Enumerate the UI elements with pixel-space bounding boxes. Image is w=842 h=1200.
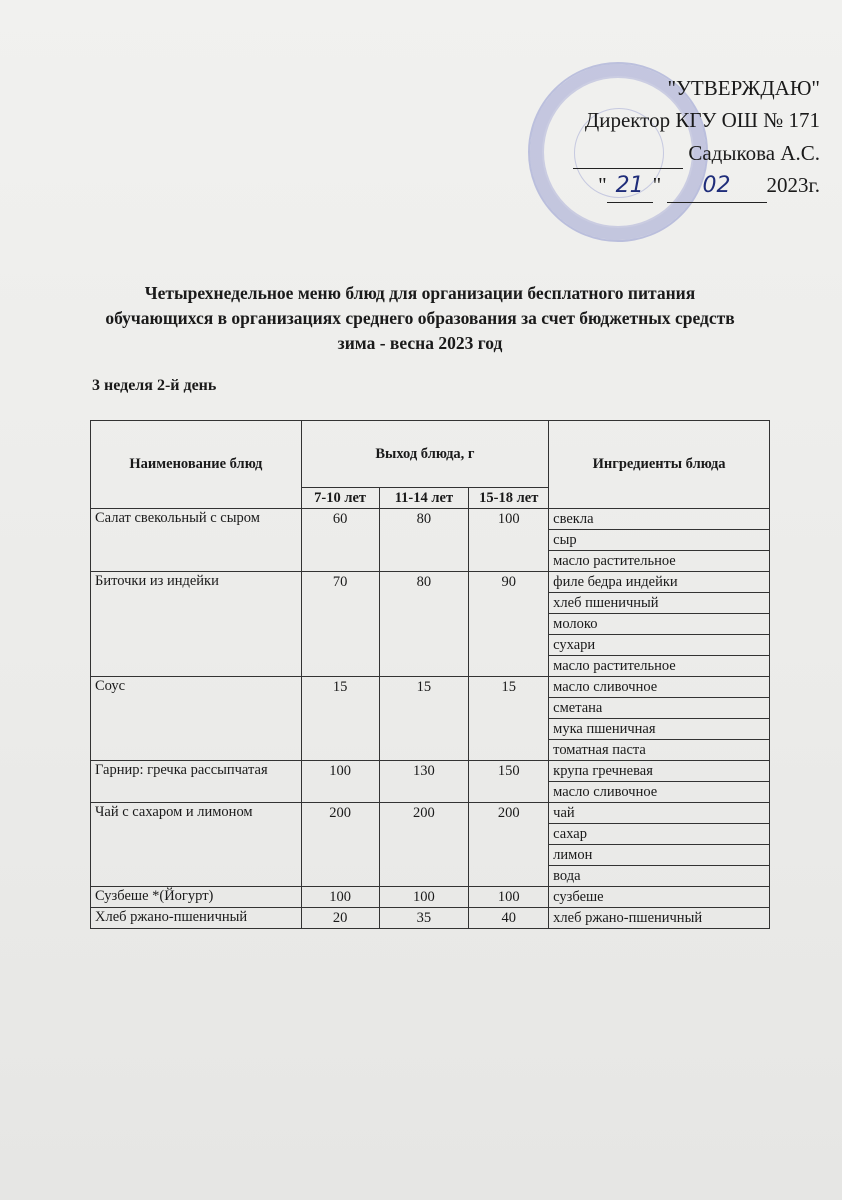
- approval-year: 2023г.: [766, 173, 820, 197]
- ingredient: лимон: [549, 845, 770, 866]
- ingredient: вода: [549, 866, 770, 887]
- yield-15-18: 200: [469, 803, 549, 887]
- yield-11-14: 200: [379, 803, 469, 887]
- ingredient: сухари: [549, 635, 770, 656]
- ingredient: свекла: [549, 509, 770, 530]
- yield-7-10: 100: [301, 887, 379, 908]
- yield-7-10: 100: [301, 761, 379, 803]
- yield-7-10: 20: [301, 908, 379, 929]
- header-age-11-14: 11-14 лет: [379, 488, 469, 509]
- approval-date: " 21 " 02 2023г.: [520, 169, 820, 203]
- ingredient: масло сливочное: [549, 677, 770, 698]
- ingredient: чай: [549, 803, 770, 824]
- yield-11-14: 100: [379, 887, 469, 908]
- ingredient: крупа гречневая: [549, 761, 770, 782]
- ingredient: масло растительное: [549, 551, 770, 572]
- ingredient: масло растительное: [549, 656, 770, 677]
- ingredient: сыр: [549, 530, 770, 551]
- yield-11-14: 35: [379, 908, 469, 929]
- table-row: [91, 908, 770, 929]
- yield-11-14: 80: [379, 509, 469, 572]
- yield-15-18: 100: [469, 887, 549, 908]
- ingredient: молоко: [549, 614, 770, 635]
- yield-7-10: 70: [301, 572, 379, 677]
- dish-name: Чай с сахаром и лимоном: [91, 803, 302, 887]
- yield-11-14: 130: [379, 761, 469, 803]
- yield-7-10: 200: [301, 803, 379, 887]
- yield-15-18: 150: [469, 761, 549, 803]
- menu-table: [90, 420, 770, 929]
- ingredient: сметана: [549, 698, 770, 719]
- title-line-2: обучающихся в организациях среднего образования за счет бюджетных средств: [105, 308, 735, 328]
- header-age-15-18: 15-18 лет: [469, 488, 549, 509]
- ingredient: сузбеше: [549, 887, 770, 908]
- yield-15-18: 40: [469, 908, 549, 929]
- ingredient: филе бедра индейки: [549, 572, 770, 593]
- ingredient: масло сливочное: [549, 782, 770, 803]
- approval-day: 21: [607, 170, 653, 203]
- title-line-1: Четырехнедельное меню блюд для организации бесплатного питания: [144, 283, 696, 303]
- dish-name: Соус: [91, 677, 302, 761]
- approval-position: Директор КГУ ОШ № 171: [584, 108, 820, 132]
- yield-7-10: 60: [301, 509, 379, 572]
- approval-signature-line: [520, 136, 820, 169]
- ingredient: томатная паста: [549, 740, 770, 761]
- approval-name: Садыкова А.С.: [688, 141, 820, 165]
- table-row: [91, 761, 770, 782]
- day-label: 3 неделя 2-й день: [92, 377, 217, 394]
- page-title: [60, 281, 780, 356]
- title-line-3: зима - весна 2023 год: [337, 333, 503, 353]
- ingredient: мука пшеничная: [549, 719, 770, 740]
- header-dish: Наименование блюд: [91, 421, 302, 509]
- approval-block: [520, 72, 820, 203]
- table-row: [91, 887, 770, 908]
- yield-11-14: 15: [379, 677, 469, 761]
- yield-11-14: 80: [379, 572, 469, 677]
- table-row: [91, 803, 770, 824]
- ingredient: хлеб пшеничный: [549, 593, 770, 614]
- table-row: [91, 572, 770, 593]
- dish-name: Гарнир: гречка рассыпчатая: [91, 761, 302, 803]
- yield-7-10: 15: [301, 677, 379, 761]
- header-age-7-10: 7-10 лет: [301, 488, 379, 509]
- dish-name: Хлеб ржано-пшеничный: [91, 908, 302, 929]
- yield-15-18: 15: [469, 677, 549, 761]
- dish-name: Биточки из индейки: [91, 572, 302, 677]
- approval-heading: "УТВЕРЖДАЮ": [667, 76, 820, 100]
- signature-line: [573, 136, 683, 169]
- header-yield: Выход блюда, г: [301, 421, 549, 488]
- table-row: [91, 677, 770, 698]
- ingredient: сахар: [549, 824, 770, 845]
- header-ingredients: Ингредиенты блюда: [549, 421, 770, 509]
- dish-name: Салат свекольный с сыром: [91, 509, 302, 572]
- approval-month: 02: [667, 170, 767, 203]
- yield-15-18: 100: [469, 509, 549, 572]
- ingredient: хлеб ржано-пшеничный: [549, 908, 770, 929]
- dish-name: Сузбеше *(Йогурт): [91, 887, 302, 908]
- table-row: [91, 509, 770, 530]
- yield-15-18: 90: [469, 572, 549, 677]
